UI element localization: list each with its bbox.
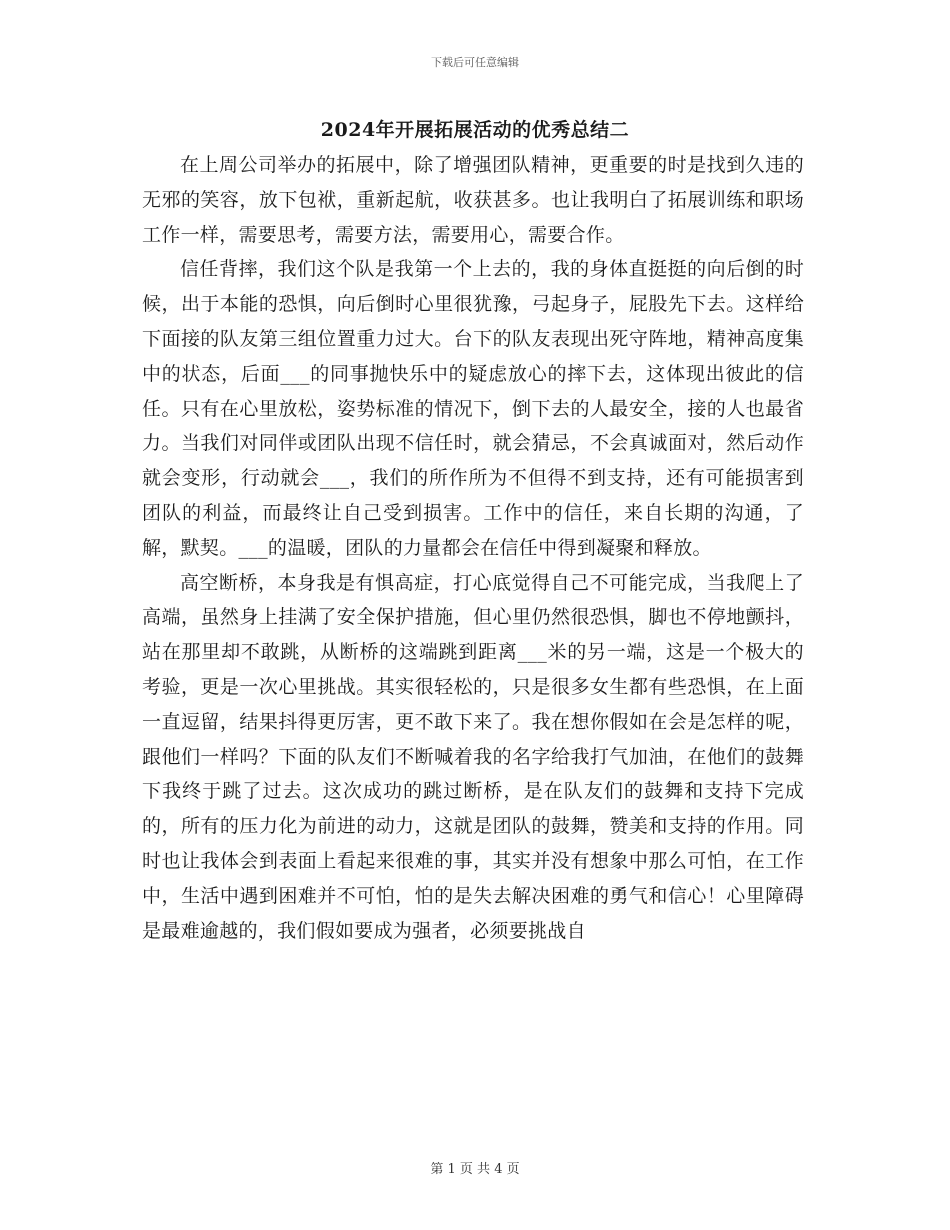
document-body [142, 148, 804, 948]
paragraph-trust-fall: 信任背摔，我们这个队是我第一个上去的，我的身体直挺挺的向后倒的时候，出于本能的恐惧，向后倒时心里很犹豫，弓起身子，屁股先下去。这样给下面接的队友第三组位置重力过大。台下的队友表现出死守阵地，精神高度集中的状态，后面___的同事抛快乐中的疑虑放心的摔下去，这体现出彼此的信任。只有在心里放松，姿势标准的情况下，倒下去的人最安全，接的人也最省力。当我们对同伴或团队出现不信任时，就会猜忌，不会真诚面对，然后动作就会变形，行动就会___，我们的所作所为不但得不到支持，还有可能损害到团队的利益，而最终让自己受到损害。工作中的信任，来自长期的沟通，了解，默契。___的温暖，团队的力量都会在信任中得到凝聚和释放。 [142, 258, 804, 559]
page-header-note: 下载后可任意编辑 [431, 56, 519, 69]
page-number-indicator: 第 1 页 共 4 页 [430, 1162, 520, 1177]
paragraph-high-bridge: 高空断桥，本身我是有惧高症，打心底觉得自己不可能完成，当我爬上了高端，虽然身上挂满了安全保护措施，但心里仍然很恐惧，脚也不停地颤抖，站在那里却不敢跳，从断桥的这端跳到距离___米的另一端，这是一个极大的考验，更是一次心里挑战。其实很轻松的，只是很多女生都有些恐惧，在上面一直逗留，结果抖得更厉害，更不敢下来了。我在想你假如在会是怎样的呢，跟他们一样吗？下面的队友们不断喊着我的名字给我打气加油，在他们的鼓舞下我终于跳了过去。这次成功的跳过断桥，是在队友们的鼓舞和支持下完成的，所有的压力化为前进的动力，这就是团队的鼓舞，赞美和支持的作用。同时也让我体会到表面上看起来很难的事，其实并没有想象中那么可怕，在工作中，生活中遇到困难并不可怕，怕的是失去解决困难的勇气和信心！心里障碍是最难逾越的，我们假如要成为强者，必须要挑战自 [142, 571, 804, 942]
paragraph-intro: 在上周公司举办的拓展中，除了增强团队精神，更重要的时是找到久违的无邪的笑容，放下包袱，重新起航，收获甚多。也让我明白了拓展训练和职场工作一样，需要思考，需要方法，需要用心，需要合作。 [142, 154, 804, 246]
document-title: 2024年开展拓展活动的优秀总结二 [320, 119, 630, 141]
